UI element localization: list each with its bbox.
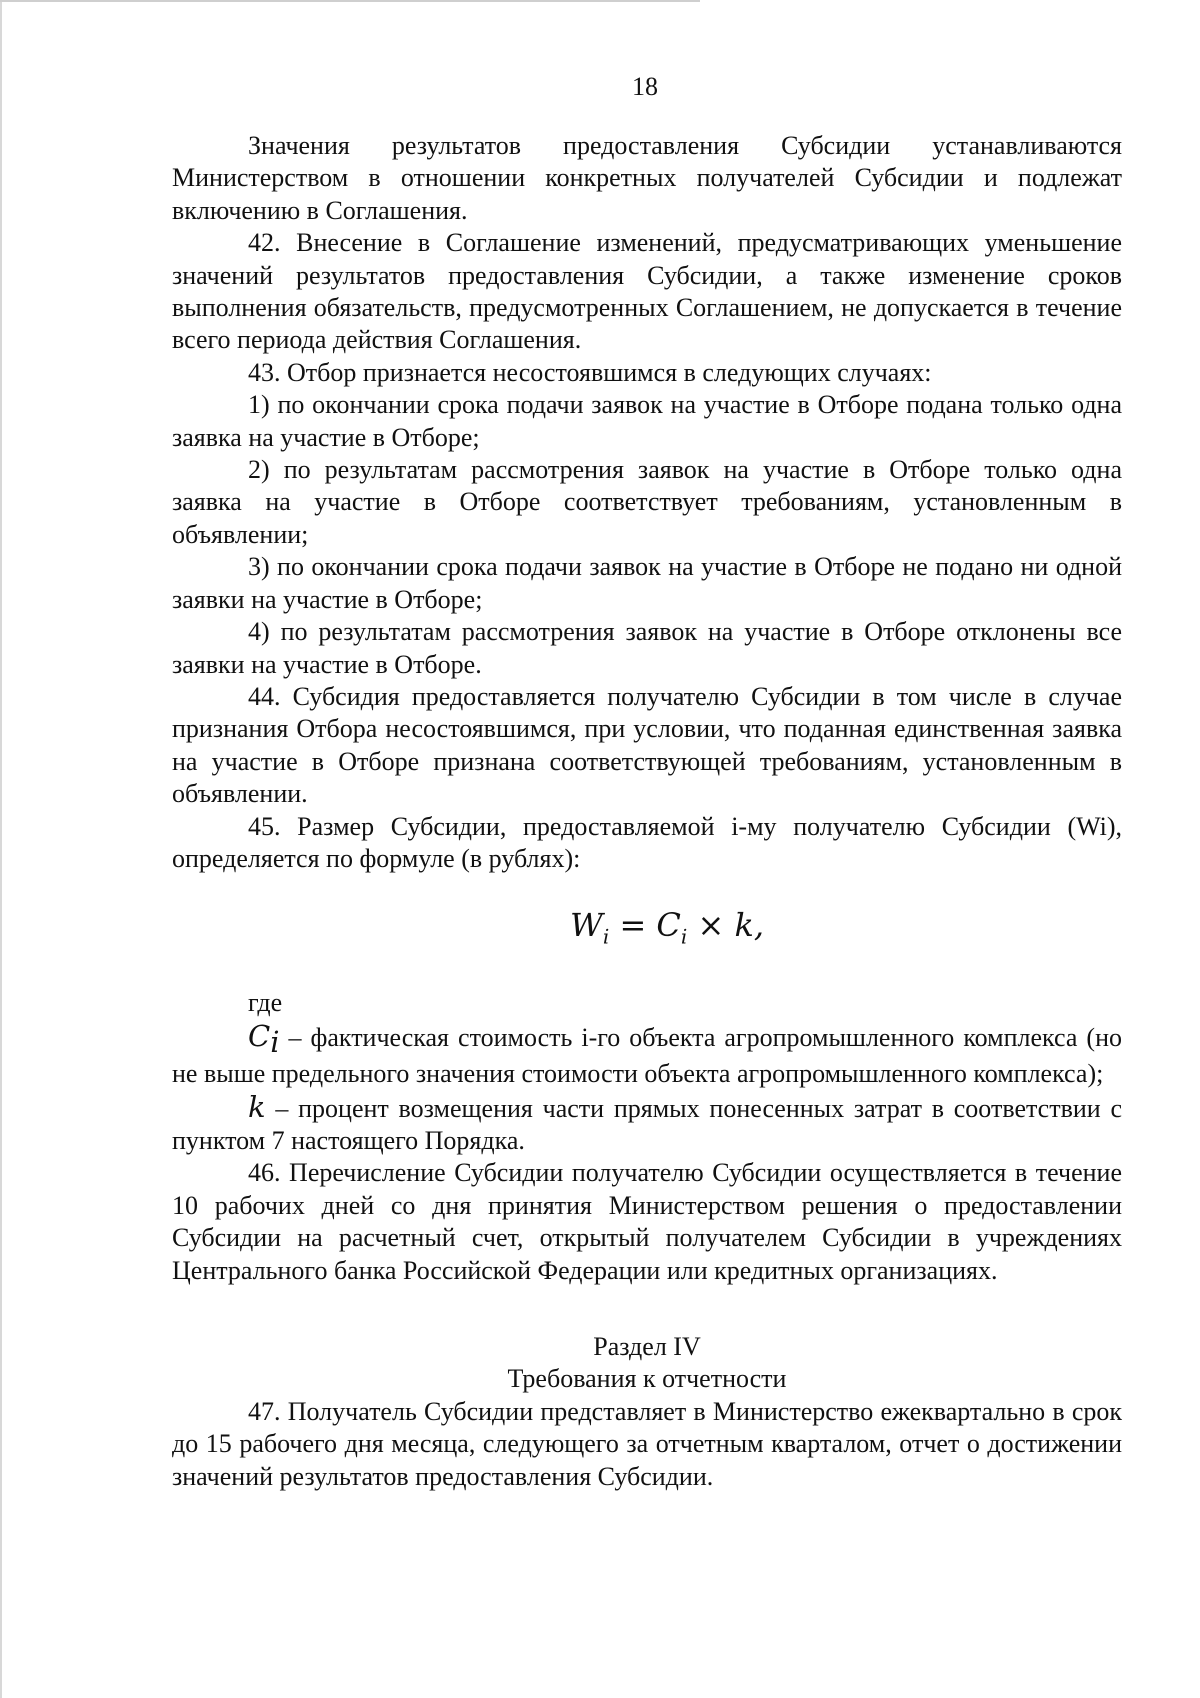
paragraph-results-values: Значения результатов предоставления Субсидии устанавливаются Министерством в отношении конкретных получателей Субсидии и подлежат включению в Соглашения. bbox=[172, 131, 1122, 225]
paragraph-43: 43. Отбор признается несостоявшимся в следующих случаях: bbox=[248, 357, 932, 387]
section-title: Требования к отчетности bbox=[507, 1364, 787, 1394]
definition-k bbox=[172, 1091, 1122, 1158]
paragraph-44: 44. Субсидия предоставляется получателю Субсидии в том числе в случае признания Отбора несостоявшимся, при условии, что поданная единственная заявка на участие в Отборе признана соответствующей требованиям, установленным в объявлении. bbox=[172, 681, 1122, 809]
section-heading bbox=[172, 1331, 1122, 1396]
scan-edge bbox=[0, 0, 2, 1698]
paragraph-46: 46. Перечисление Субсидии получателю Субсидии осуществляется в течение 10 рабочих дней со дня принятия Министерством решения о предоставлении Субсидии на расчетный счет, открытый получателем Субсидии в учреждениях Центрального банка Российской Федерации или кредитных организациях. bbox=[172, 1158, 1122, 1285]
formula-k: k, bbox=[734, 906, 765, 945]
symbol-ci-sub: i bbox=[270, 1024, 280, 1059]
definition-k-text: – процент возмещения части прямых понесенных затрат в соответствии с пунктом 7 настоящего Порядка. bbox=[172, 1093, 1122, 1155]
paragraph-47: 47. Получатель Субсидии представляет в Министерство ежеквартально в срок до 15 рабочего дня месяца, следующего за отчетным кварталом, отчет о достижении значений результатов предоставления Субсидии. bbox=[172, 1396, 1122, 1491]
formula-w-sub: i bbox=[602, 924, 610, 949]
paragraph-42: 42. Внесение в Соглашение изменений, предусматривающих уменьшение значений результатов предоставления Субсидии, а также изменение сроков выполнения обязательств, предусмотренных Соглашением, не допускается в течение всего периода действия Соглашения. bbox=[172, 228, 1122, 355]
scan-edge-top bbox=[0, 0, 700, 2]
section-number: Раздел IV bbox=[593, 1331, 701, 1361]
where-label: где bbox=[248, 988, 283, 1018]
symbol-k: k bbox=[248, 1089, 266, 1124]
formula-c: C bbox=[656, 906, 681, 945]
formula bbox=[172, 906, 1122, 953]
definition-ci-text: – фактическая стоимость i-го объекта агропромышленного комплекса (но не выше предельного значения стоимости объекта агропромышленного комплекса); bbox=[172, 1022, 1122, 1089]
paragraph-43-item-3: 3) по окончании срока подачи заявок на участие в Отборе не подано ни одной заявки на участие в Отборе; bbox=[172, 552, 1122, 614]
paragraph-45: 45. Размер Субсидии, предоставляемой i-му получателю Субсидии (Wi), определяется по формуле (в рублях): bbox=[172, 811, 1122, 873]
symbol-ci: C bbox=[248, 1018, 271, 1053]
formula-eq: = bbox=[609, 906, 657, 945]
document-body bbox=[172, 130, 1122, 1493]
formula-c-sub: i bbox=[680, 924, 688, 949]
paragraph-43-item-4: 4) по результатам рассмотрения заявок на участие в Отборе отклонены все заявки на участие в Отборе. bbox=[172, 617, 1122, 679]
definition-ci bbox=[172, 1020, 1122, 1091]
formula-w: W bbox=[569, 906, 603, 945]
formula-times: × bbox=[687, 906, 735, 945]
paragraph-43-item-1: 1) по окончании срока подачи заявок на участие в Отборе подана только одна заявка на участие в Отборе; bbox=[172, 390, 1122, 452]
paragraph-43-item-2: 2) по результатам рассмотрения заявок на участие в Отборе только одна заявка на участие в Отборе соответствует требованиям, установленным в объявлении; bbox=[172, 455, 1122, 549]
page-number: 18 bbox=[632, 72, 658, 101]
